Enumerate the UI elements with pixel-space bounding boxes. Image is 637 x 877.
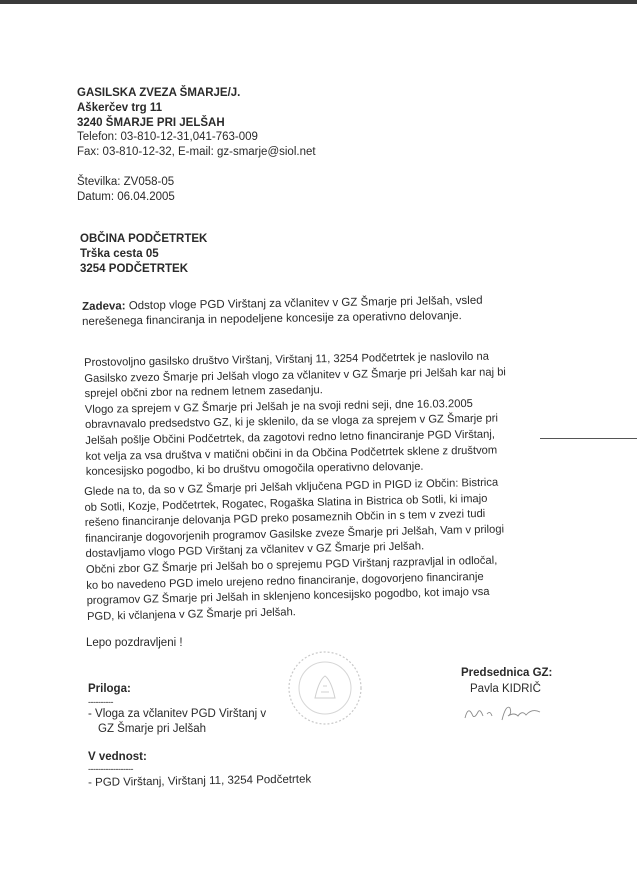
cc-label: V vednost: bbox=[88, 751, 147, 763]
paragraph-line: Prostovoljno gasilsko društvo Virštanj, Virštanj 11, 3254 Podčetrtek je naslovilo na bbox=[84, 350, 489, 369]
paragraph-line: koncesijsko pogodbo, ki bo društvu omogočila operativno delovanje. bbox=[85, 460, 424, 479]
paragraph-line: obravnavalo predsedstvo GZ, ki je sklenilo, da se vloga za sprejem v GZ Šmarje pri bbox=[84, 412, 499, 432]
paragraph-line: Glede na to, da so v GZ Šmarje pri Jelšah vključena PGD in PIGD iz Občin: Bistrica bbox=[84, 476, 499, 498]
signature-name: Pavla KIDRIČ bbox=[470, 683, 541, 695]
paragraph-line: dostavljamo vlogo PGD Virštanj za včlanitev v GZ Šmarje pri Jelšah. bbox=[85, 540, 425, 561]
paragraph-line: programov GZ Šmarje pri Jelšah in sklenjeno koncesijsko pogodbo, kot imajo vsa bbox=[86, 585, 490, 608]
document-number: Številka: ZV058-05 bbox=[77, 176, 175, 188]
attachment-item-line2: GZ Šmarje pri Jelšah bbox=[98, 723, 207, 735]
paragraph-line: rešeno financiranje delovanja PGD preko posameznih Občin in s tem v zvezi tudi bbox=[84, 508, 486, 530]
paragraph-line: ob Sotli, Kozje, Podčetrtek, Rogatec, Rogaška Slatina in Bistrica ob Sotli, ki imajo bbox=[84, 492, 488, 514]
paragraph-line: Občni zbor GZ Šmarje pri Jelšah bo o sprejemu PGD Virštanj razpravljal in odločal, bbox=[85, 554, 498, 576]
recipient-city: 3254 PODČETRTEK bbox=[80, 263, 189, 275]
sender-street: Aškerčev trg 11 bbox=[77, 102, 163, 114]
recipient-name: OBČINA PODČETRTEK bbox=[80, 233, 208, 245]
greeting: Lepo pozdravljeni ! bbox=[86, 637, 183, 649]
scan-artifact-line bbox=[540, 438, 637, 439]
paragraph-line: sprejel občni zbor na rednem letnem zasedanju. bbox=[84, 384, 323, 401]
paragraph-line: ko bo navedeno PGD imelo urejeno redno financiranje, dogovorjeno financiranje bbox=[86, 570, 484, 592]
paragraph-line: Jelšah pošlje Občini Podčetrtek, da zagotovi redno letno financiranje PGD Virštanj, bbox=[85, 428, 495, 447]
recipient-street: Trška cesta 05 bbox=[80, 248, 159, 260]
subject-line2: nerešenega financiranja in nepodeljene koncesije za operativno delovanje. bbox=[82, 310, 462, 328]
subject-text: Odstop vloge PGD Virštanj za včlanitev v GZ Šmarje pri Jelšah, vsled bbox=[128, 294, 483, 313]
body-paragraph-1 bbox=[84, 349, 556, 481]
handwritten-signature-icon bbox=[462, 700, 547, 724]
document-date: Datum: 06.04.2005 bbox=[77, 191, 175, 203]
paragraph-line: PGD, ki včlanjena v GZ Šmarje pri Jelšah. bbox=[86, 605, 296, 623]
paragraph-line: Vlogo za sprejem v GZ Šmarje pri Jelšah je na svoji redni seji, dne 16.03.2005 bbox=[84, 397, 473, 416]
sender-fax-email: Fax: 03-810-12-32, E-mail: gz-smarje@siol.net bbox=[77, 146, 316, 158]
cc-underline: ------------------ bbox=[88, 764, 133, 774]
paragraph-line: kot velja za vsa društva v matični občini in da Občina Podčetrtek sklene z društvom bbox=[85, 444, 498, 463]
attachment-item-line1: - Vloga za včlanitev PGD Virštanj v bbox=[88, 708, 267, 720]
body-paragraph-2 bbox=[84, 474, 557, 625]
cc-item: - PGD Virštanj, Virštanj 11, 3254 Podčetrtek bbox=[88, 773, 312, 789]
round-stamp-icon bbox=[285, 648, 365, 728]
sender-phone: Telefon: 03-810-12-31,041-763-009 bbox=[77, 131, 258, 143]
attachments-underline: ---------- bbox=[88, 697, 113, 707]
paragraph-line: Gasilsko zvezo Šmarje pri Jelšah vlogo za včlanitev v GZ Šmarje pri Jelšah kar naj bi bbox=[84, 365, 506, 385]
signature-title: Predsednica GZ: bbox=[461, 667, 553, 679]
sender-city: 3240 ŠMARJE PRI JELŠAH bbox=[77, 117, 225, 129]
attachments-label: Priloga: bbox=[88, 683, 131, 695]
scan-edge bbox=[0, 0, 637, 4]
sender-org: GASILSKA ZVEZA ŠMARJE/J. bbox=[77, 87, 241, 99]
paragraph-line: financiranje dogovorjenih programov Gasilske zveze Šmarje pri Jelšah, Vam v prilogi bbox=[85, 523, 505, 545]
subject-label: Zadeva: bbox=[82, 300, 126, 313]
